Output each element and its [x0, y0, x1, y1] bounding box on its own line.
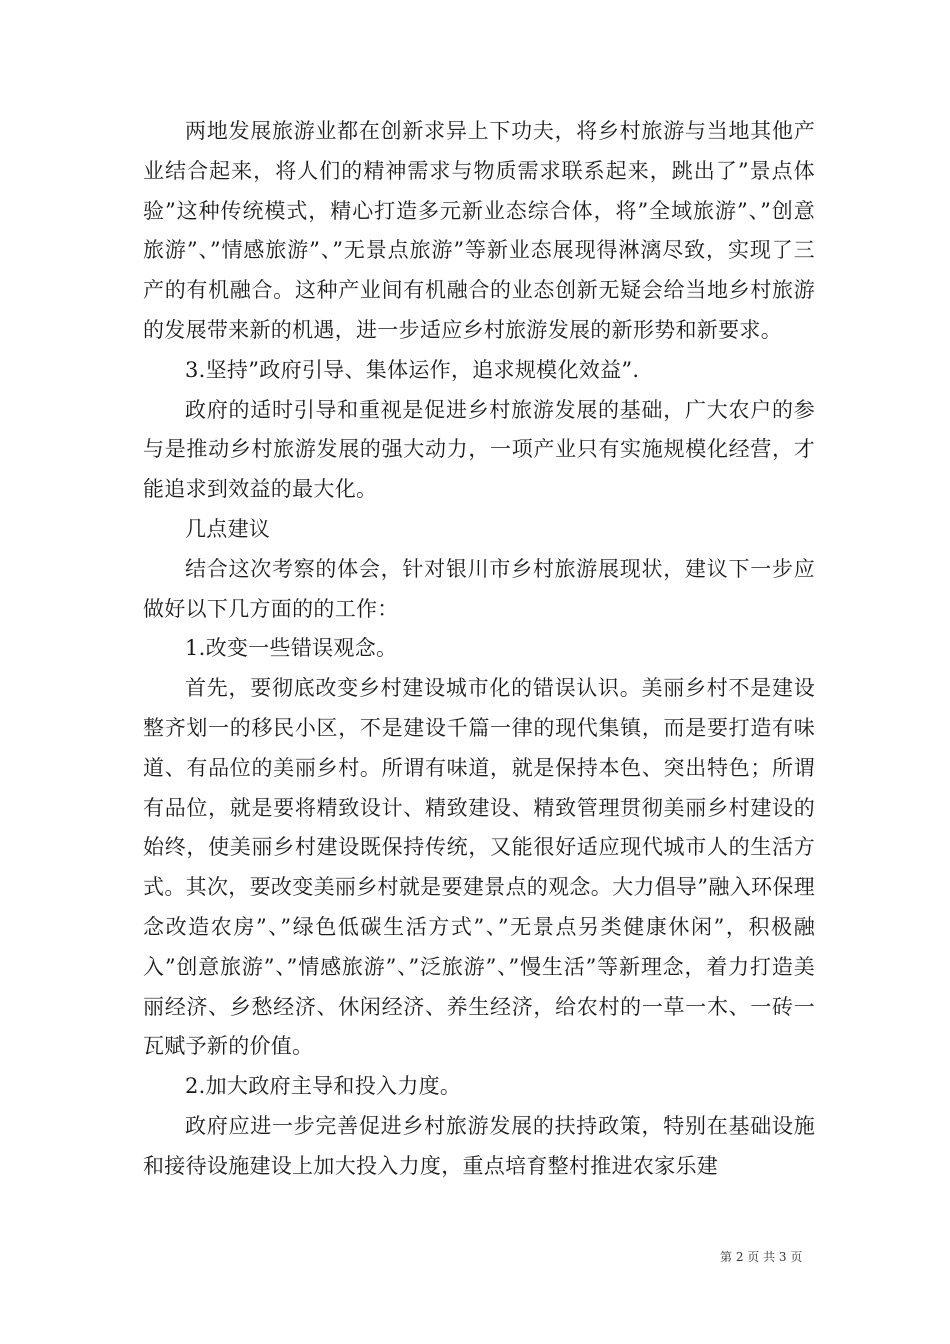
paragraph-suggestions-intro: 结合这次考察的体会，针对银川市乡村旅游展现状，建议下一步应做好以下几方面的的工作：	[143, 556, 815, 621]
heading-suggestion-2: 2.加大政府主导和投入力度。	[185, 1074, 462, 1099]
heading-suggestion-1: 1.改变一些错误观念。	[185, 636, 398, 661]
document-body	[143, 112, 815, 1187]
heading-point-3: 3.坚持”政府引导、集体运作，追求规模化效益”.	[185, 357, 640, 382]
paragraph-innovation: 两地发展旅游业都在创新求异上下功夫，将乡村旅游与当地其他产业结合起来，将人们的精神需求与物质需求联系起来，跳出了”景点体验”这种传统模式，精心打造多元新业态综合体，将”全域旅游”、”创意旅游”、”情感旅游”、”无景点旅游”等新业态展现得淋漓尽致，实现了三产的有机融合。这种产业间有机融合的业态创新无疑会给当地乡村旅游的发展带来新的机遇，进一步适应乡村旅游发展的新形势和新要求。	[143, 119, 815, 342]
paragraph-government-guidance: 政府的适时引导和重视是促进乡村旅游发展的基础，广大农户的参与是推动乡村旅游发展的强大动力，一项产业只有实施规模化经营，才能追求到效益的最大化。	[143, 397, 815, 502]
page-number-footer: 第 2 页 共 3 页	[720, 1250, 803, 1264]
heading-suggestions: 几点建议	[185, 516, 271, 541]
paragraph-suggestion-2-body: 政府应进一步完善促进乡村旅游发展的扶持政策，特别在基础设施和接待设施建设上加大投入力度，重点培育整村推进农家乐建	[143, 1113, 815, 1178]
paragraph-suggestion-1-body: 首先，要彻底改变乡村建设城市化的错误认识。美丽乡村不是建设整齐划一的移民小区，不是建设千篇一律的现代集镇，而是要打造有味道、有品位的美丽乡村。所谓有味道，就是保持本色、突出特色；所谓有品位，就是要将精致设计、精致建设、精致管理贯彻美丽乡村建设的始终，使美丽乡村建设既保持传统，又能很好适应现代城市人的生活方式。其次，要改变美丽乡村就是要建景点的观念。大力倡导”融入环保理念改造农房”、”绿色低碳生活方式”、”无景点另类健康休闲”，积极融入”创意旅游”、”情感旅游”、”泛旅游”、”慢生活”等新理念，着力打造美丽经济、乡愁经济、休闲经济、养生经济，给农村的一草一木、一砖一瓦赋予新的价值。	[143, 676, 815, 1059]
